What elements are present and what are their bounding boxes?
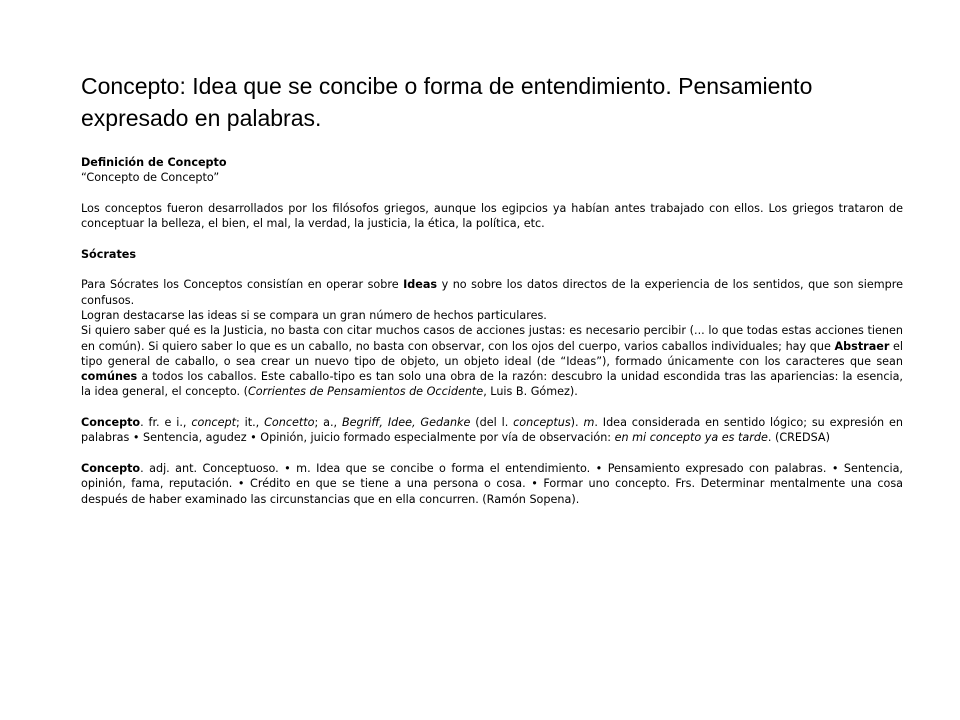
spacer — [81, 231, 903, 246]
spacer — [81, 186, 903, 201]
spacer — [81, 262, 903, 277]
bold-run: Abstraer — [834, 339, 890, 353]
text-run: Para Sócrates los Conceptos consistían en operar sobre — [81, 278, 404, 292]
definition-heading-text: Definición de Concepto — [81, 156, 227, 169]
socrates-heading-text: Sócrates — [81, 247, 137, 261]
definition-heading — [81, 155, 903, 170]
definition-entry-sopena — [81, 461, 903, 507]
bold-run: Ideas — [403, 278, 438, 292]
text-run: el tipo general de caballo, o sea crear un nuevo tipo de objeto, un objeto ideal (de “Ideas”), formado únicamente con los caracteres que sean — [81, 339, 903, 368]
spacer — [81, 446, 903, 461]
text-run: Si quiero saber qué es la Justicia, no basta con citar muchos casos de acciones justas: es necesario percibir (... lo que todas estas acciones tienen en común). Si quiero saber lo que es un caballo, no basta con observar, con los ojos del cuerpo, varios caballos individuales; hay que — [81, 324, 903, 353]
text-run: , Luis B. Gómez). — [483, 385, 578, 399]
spacer — [81, 400, 903, 415]
italic-run: Concetto — [264, 416, 315, 430]
slide-body — [81, 155, 903, 507]
italic-run: en mi concepto ya es tarde — [614, 431, 768, 445]
text-run: ; it., — [235, 416, 265, 430]
definition-subheading: “Concepto de Concepto” — [81, 171, 220, 185]
text-run: (del l. — [470, 416, 514, 430]
italic-run: concept — [191, 416, 236, 430]
text-run: . fr. e i., — [140, 416, 192, 430]
italic-run: Corrientes de Pensamientos de Occidente — [247, 385, 484, 399]
bold-run: comúnes — [81, 370, 138, 384]
intro-paragraph: Los conceptos fueron desarrollados por los filósofos griegos, aunque los egipcios ya habían antes trabajado con ellos. Los griegos trataron de conceptuar la belleza, el bien, el mal, la verdad, la justicia, la ética, la política, etc. — [81, 201, 903, 231]
term: Concepto — [81, 416, 141, 430]
italic-run: conceptus — [513, 416, 571, 430]
text-run: ; a., — [314, 416, 342, 430]
text-run: ). — [570, 416, 584, 430]
socrates-paragraph-3 — [81, 323, 903, 399]
text-run: . (CREDSA) — [767, 431, 830, 445]
term: Concepto — [81, 461, 141, 475]
italic-run: Begriff, Idee, Gedanke — [341, 416, 471, 430]
text-run: . adj. ant. Conceptuoso. • m. Idea que se concibe o forma el entendimiento. • Pensamiento expresado con palabras. • Sentencia, opinión, fama, reputación. • Crédito en que se tiene a una persona o cosa. • Formar uno concepto. Frs. Determinar mentalmente una cosa después de haber examinado las circunstancias que en ella concurren. (Ramón Sopena). — [81, 461, 903, 506]
italic-run: m — [583, 416, 595, 430]
text-run: y no sobre los datos directos de la experiencia de los sentidos, que son siempre confusos. — [81, 278, 903, 307]
socrates-paragraph-1 — [81, 277, 903, 308]
slide-title: Concepto: Idea que se concibe o forma de entendimiento. Pensamiento expresado en palabras. — [81, 73, 813, 131]
socrates-heading — [81, 247, 903, 262]
text-run: . Idea considerada en sentido lógico; su expresión en palabras • Sentencia, agudez • Opinión, juicio formado especialmente por vía de observación: — [81, 416, 903, 445]
definition-entry-credsa — [81, 415, 903, 446]
socrates-paragraph-2: Logran destacarse las ideas si se compara un gran número de hechos particulares. — [81, 308, 547, 322]
text-run: a todos los caballos. Este caballo-tipo es tan solo una obra de la razón: descubro la unidad escondida tras las apariencias: la esencia, la idea general, el concepto. ( — [81, 370, 903, 399]
